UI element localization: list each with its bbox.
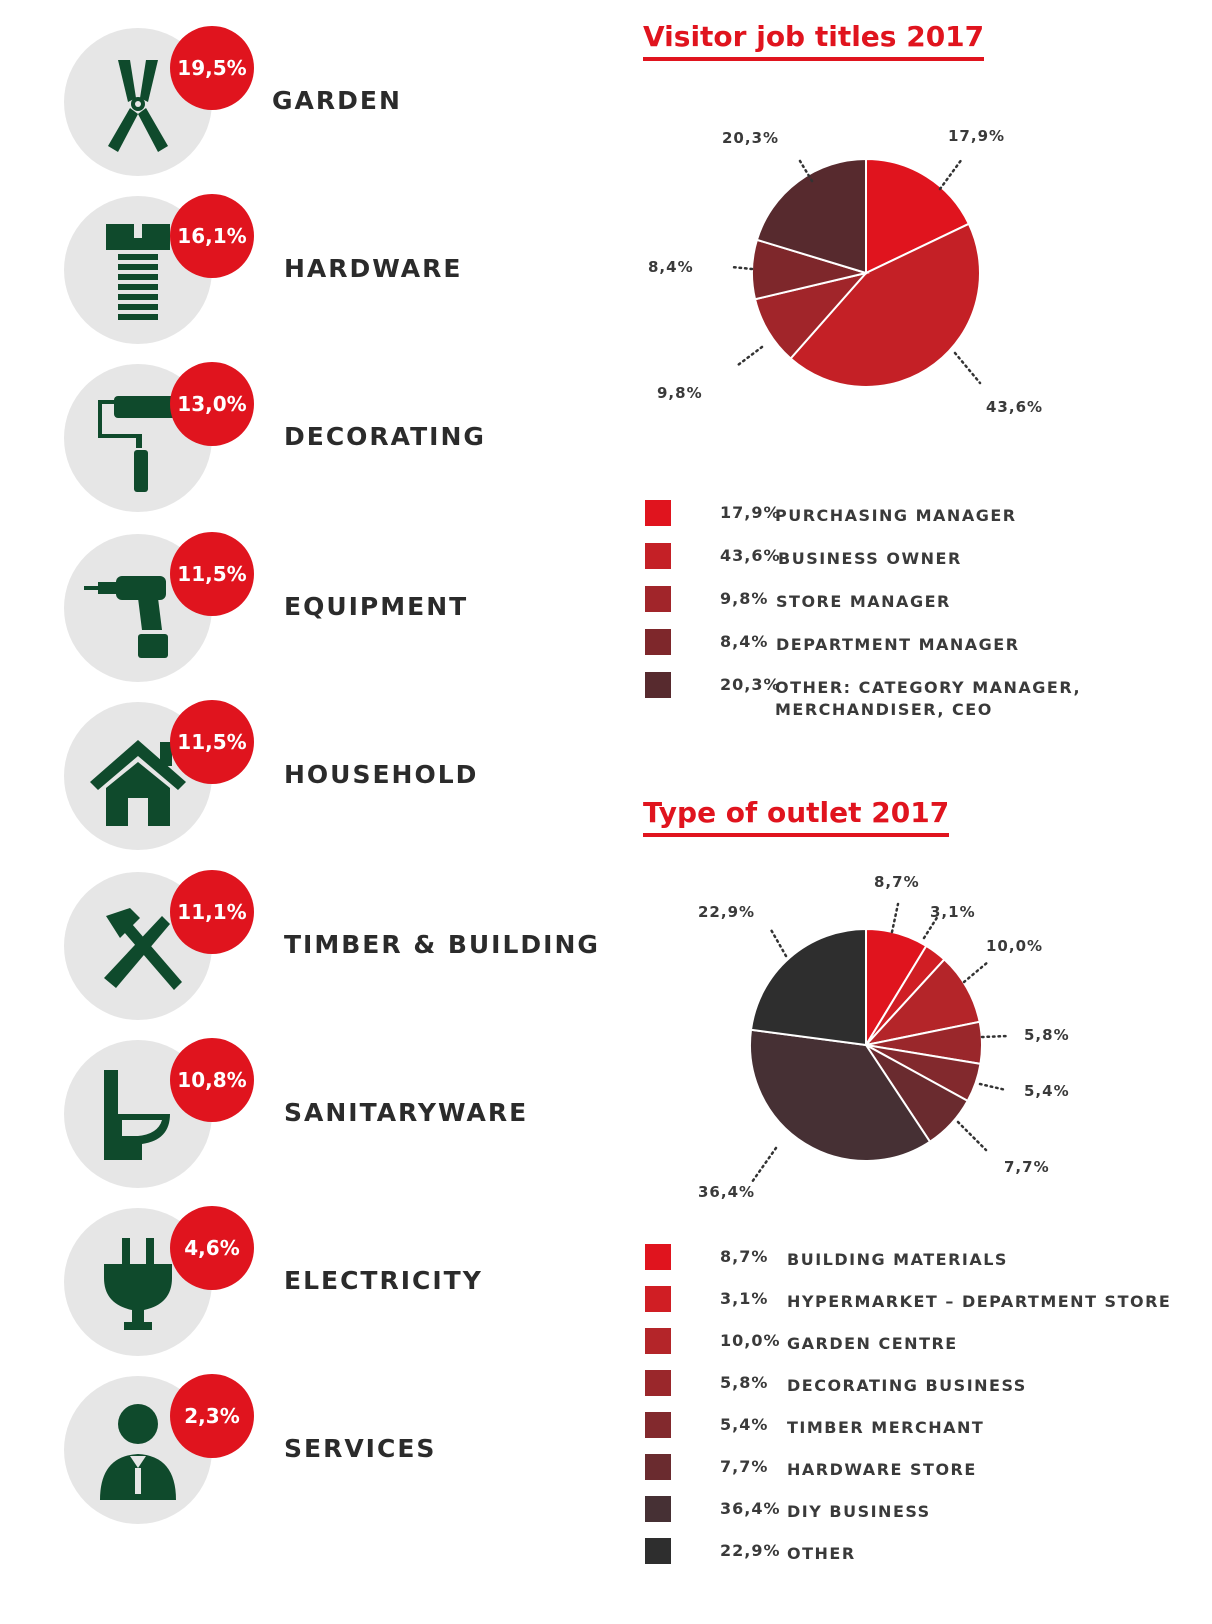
legend-swatch [645, 1370, 671, 1396]
pie-value-label: 20,3% [722, 129, 780, 147]
category-label: HARDWARE [284, 254, 463, 283]
category-garden [64, 28, 584, 178]
legend-swatch [645, 629, 671, 655]
category-percent-badge: 11,5% [170, 532, 254, 616]
outlet-type-pie-chart [640, 860, 1100, 1210]
legend-label: HARDWARE STORE [787, 1460, 977, 1479]
label-leader [770, 928, 786, 956]
legend-swatch [645, 1412, 671, 1438]
pie-value-label: 5,4% [1024, 1082, 1070, 1100]
legend-swatch [645, 1496, 671, 1522]
legend-value: 5,8% [720, 1373, 769, 1392]
label-leader [980, 1084, 1006, 1090]
legend-label: BUSINESS OWNER [778, 549, 962, 568]
category-electricity [64, 1208, 584, 1358]
legend-label: OTHER: CATEGORY MANAGER, [775, 678, 1082, 697]
category-timber-building [64, 872, 600, 1022]
legend-swatch [645, 586, 671, 612]
chart-title-outlet-type: Type of outlet 2017 [643, 796, 949, 837]
chart-title-job-titles: Visitor job titles 2017 [643, 20, 984, 61]
legend-label: HYPERMARKET – DEPARTMENT STORE [787, 1292, 1172, 1311]
category-household [64, 702, 584, 852]
category-equipment [64, 534, 584, 684]
label-leader [732, 267, 752, 269]
label-leader [940, 159, 962, 189]
category-label: SERVICES [284, 1434, 437, 1463]
label-leader [958, 1122, 986, 1150]
category-label: EQUIPMENT [284, 592, 469, 621]
legend-value: 9,8% [720, 589, 769, 608]
pie-value-label: 5,8% [1024, 1026, 1070, 1044]
label-leader [738, 347, 762, 365]
pie-value-label: 10,0% [986, 937, 1044, 955]
legend-swatch [645, 672, 671, 698]
label-leader [892, 904, 898, 932]
job-titles-pie-chart [640, 125, 1100, 455]
legend-value: 20,3% [720, 675, 781, 694]
label-leader [955, 353, 980, 383]
legend-swatch [645, 1328, 671, 1354]
category-percent-badge: 11,5% [170, 700, 254, 784]
pie-value-label: 17,9% [948, 127, 1006, 145]
legend-swatch [645, 500, 671, 526]
pie-value-label: 9,8% [657, 384, 703, 402]
legend-swatch [645, 1286, 671, 1312]
legend-label: GARDEN CENTRE [787, 1334, 958, 1353]
category-percent-badge: 10,8% [170, 1038, 254, 1122]
category-label: ELECTRICITY [284, 1266, 483, 1295]
legend-value: 36,4% [720, 1499, 781, 1518]
legend-value: 7,7% [720, 1457, 769, 1476]
legend-value: 8,7% [720, 1247, 769, 1266]
legend-label: DIY BUSINESS [787, 1502, 931, 1521]
category-percent-badge: 16,1% [170, 194, 254, 278]
legend-label-continued: MERCHANDISER, CEO [775, 700, 993, 719]
legend-swatch [645, 1244, 671, 1270]
pie-value-label: 7,7% [1004, 1158, 1050, 1176]
pie-slice [751, 929, 866, 1045]
legend-value: 22,9% [720, 1541, 781, 1560]
legend-swatch [645, 1454, 671, 1480]
category-percent-badge: 4,6% [170, 1206, 254, 1290]
category-hardware [64, 196, 584, 346]
legend-label: PURCHASING MANAGER [775, 506, 1017, 525]
category-label: SANITARYWARE [284, 1098, 529, 1127]
pie-value-label: 36,4% [698, 1183, 756, 1201]
label-leader [964, 962, 988, 982]
legend-label: DEPARTMENT MANAGER [776, 635, 1020, 654]
legend-label: OTHER [787, 1544, 856, 1563]
category-percent-badge: 19,5% [170, 26, 254, 110]
legend-value: 17,9% [720, 503, 781, 522]
category-label: HOUSEHOLD [284, 760, 479, 789]
legend-label: BUILDING MATERIALS [787, 1250, 1008, 1269]
category-label: TIMBER & BUILDING [284, 930, 600, 959]
legend-label: DECORATING BUSINESS [787, 1376, 1027, 1395]
category-label: DECORATING [284, 422, 486, 451]
pie-value-label: 22,9% [698, 903, 756, 921]
pie-value-label: 8,7% [874, 873, 920, 891]
legend-value: 43,6% [720, 546, 781, 565]
category-decorating [64, 364, 584, 514]
label-leader [982, 1036, 1008, 1037]
category-percent-badge: 13,0% [170, 362, 254, 446]
legend-label: STORE MANAGER [776, 592, 951, 611]
legend-value: 10,0% [720, 1331, 781, 1350]
pie-value-label: 8,4% [648, 258, 694, 276]
legend-value: 3,1% [720, 1289, 769, 1308]
category-percent-badge: 2,3% [170, 1374, 254, 1458]
legend-value: 5,4% [720, 1415, 769, 1434]
category-percent-badge: 11,1% [170, 870, 254, 954]
pie-value-label: 3,1% [930, 903, 976, 921]
category-sanitaryware [64, 1040, 584, 1190]
legend-label: TIMBER MERCHANT [787, 1418, 985, 1437]
category-services [64, 1376, 584, 1526]
pie-value-label: 43,6% [986, 398, 1044, 416]
legend-swatch [645, 543, 671, 569]
label-leader [752, 1148, 776, 1182]
category-label: GARDEN [272, 86, 402, 115]
legend-swatch [645, 1538, 671, 1564]
legend-value: 8,4% [720, 632, 769, 651]
